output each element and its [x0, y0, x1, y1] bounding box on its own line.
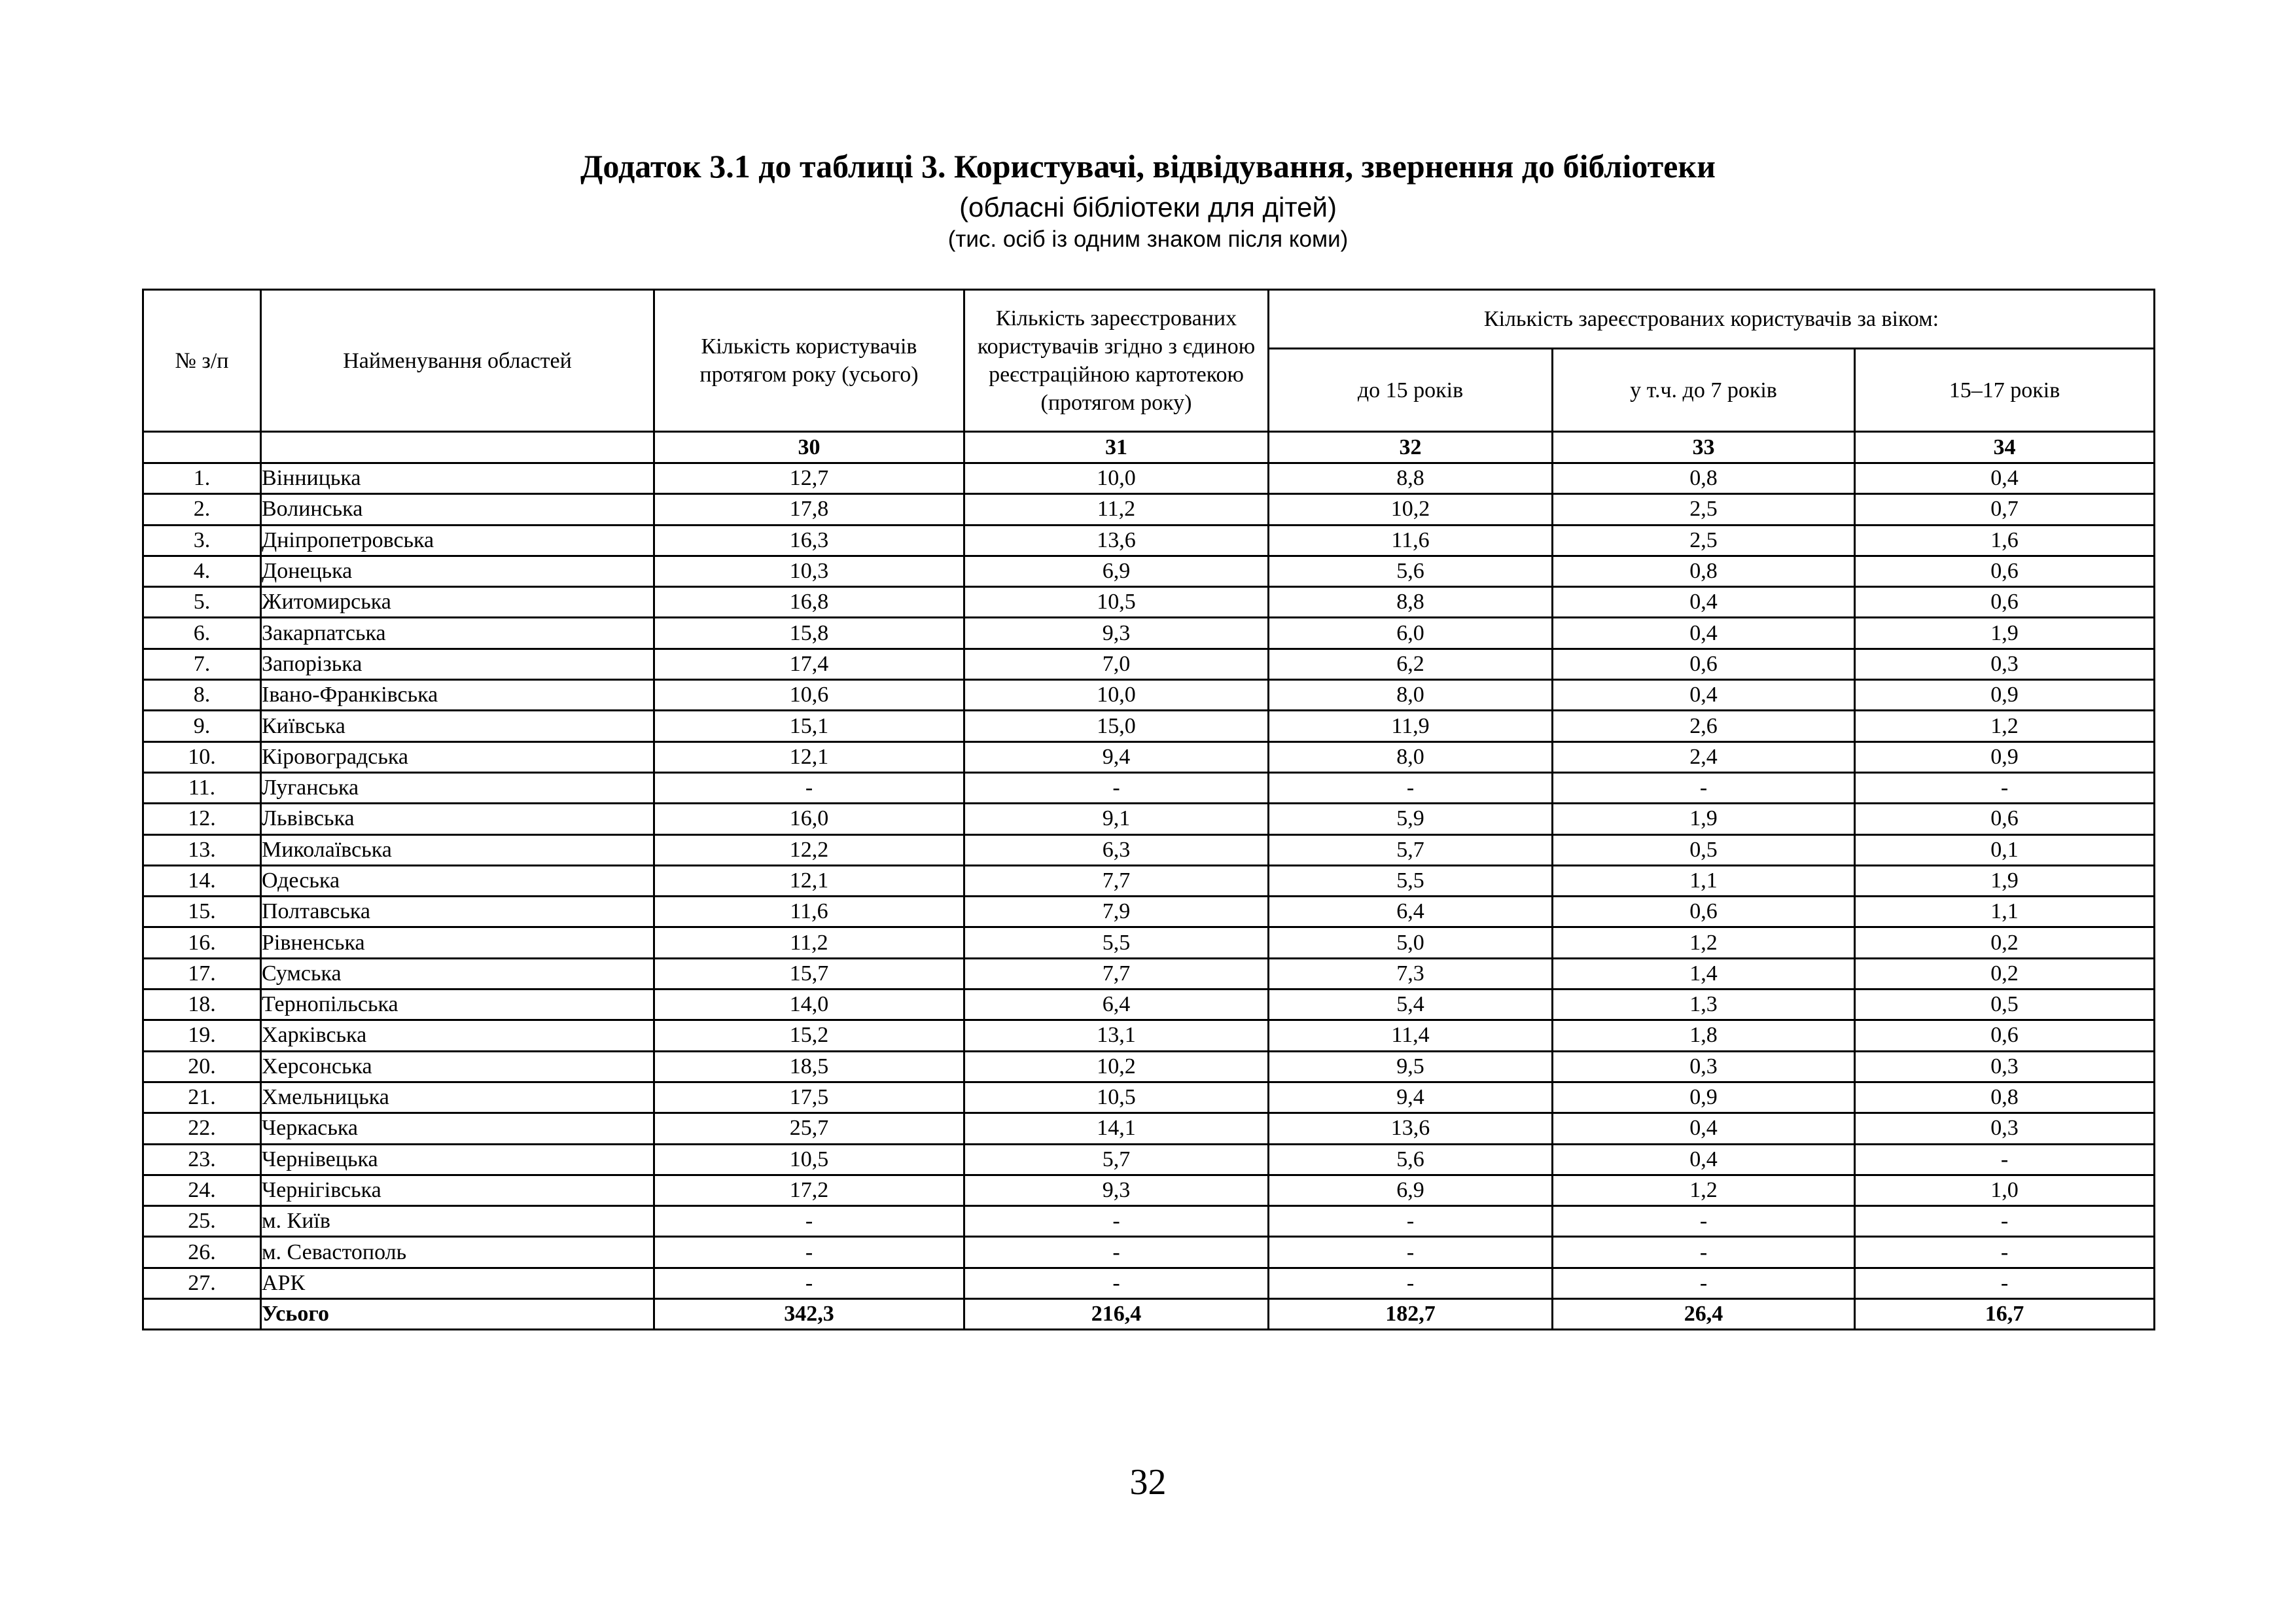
users-total-cell: -: [654, 1268, 964, 1298]
registered-cell: 10,5: [964, 1082, 1269, 1113]
column-number: 34: [1855, 432, 2155, 463]
age-15-17-cell: -: [1855, 772, 2155, 803]
row-number: 14.: [143, 865, 261, 896]
users-total-cell: 25,7: [654, 1113, 964, 1144]
column-number-blank: [143, 432, 261, 463]
table-row: [143, 494, 2155, 525]
registered-cell: 5,5: [964, 927, 1269, 958]
users-total-cell: 12,7: [654, 463, 964, 494]
row-number: 16.: [143, 927, 261, 958]
registered-cell: 7,7: [964, 865, 1269, 896]
age-15-17-cell: -: [1855, 1237, 2155, 1268]
under-15-cell: 11,6: [1269, 525, 1553, 556]
under-7-cell: 0,5: [1553, 834, 1855, 865]
table-row: [143, 1175, 2155, 1205]
under-7-cell: -: [1553, 1268, 1855, 1298]
table-row: [143, 1206, 2155, 1237]
row-number: 20.: [143, 1051, 261, 1082]
registered-cell: 15,0: [964, 711, 1269, 741]
under-7-cell: 2,5: [1553, 494, 1855, 525]
under-7-cell: 1,3: [1553, 990, 1855, 1020]
registered-cell: 5,7: [964, 1144, 1269, 1175]
row-number: 27.: [143, 1268, 261, 1298]
age-15-17-cell: 0,6: [1855, 804, 2155, 834]
age-15-17-cell: 0,6: [1855, 556, 2155, 586]
users-total-cell: 10,5: [654, 1144, 964, 1175]
under-7-cell: 1,1: [1553, 865, 1855, 896]
users-total-cell: 18,5: [654, 1051, 964, 1082]
age-15-17-cell: 0,9: [1855, 680, 2155, 711]
row-number: 19.: [143, 1020, 261, 1051]
table-row: [143, 618, 2155, 649]
table-row: [143, 1082, 2155, 1113]
registered-cell: -: [964, 1268, 1269, 1298]
region-name: Запорізька: [261, 649, 654, 679]
row-number: 1.: [143, 463, 261, 494]
region-name: Херсонська: [261, 1051, 654, 1082]
age-15-17-cell: 0,4: [1855, 463, 2155, 494]
age-15-17-cell: 0,3: [1855, 1051, 2155, 1082]
under-15-cell: 11,9: [1269, 711, 1553, 741]
age-15-17-cell: 16,7: [1855, 1299, 2155, 1330]
under-15-cell: 5,5: [1269, 865, 1553, 896]
region-name: Закарпатська: [261, 618, 654, 649]
table-row: [143, 958, 2155, 989]
table-row: [143, 865, 2155, 896]
age-15-17-cell: 1,1: [1855, 897, 2155, 927]
row-number: 21.: [143, 1082, 261, 1113]
region-name: Житомирська: [261, 587, 654, 618]
registered-cell: 6,4: [964, 990, 1269, 1020]
users-total-cell: -: [654, 1237, 964, 1268]
age-15-17-cell: 0,9: [1855, 741, 2155, 772]
region-name: Івано-Франківська: [261, 680, 654, 711]
under-15-cell: 5,7: [1269, 834, 1553, 865]
region-name: Кіровоградська: [261, 741, 654, 772]
table-row: [143, 649, 2155, 679]
registered-cell: 7,0: [964, 649, 1269, 679]
under-15-cell: 10,2: [1269, 494, 1553, 525]
under-7-cell: 0,4: [1553, 1113, 1855, 1144]
column-number: 33: [1553, 432, 1855, 463]
users-total-cell: 14,0: [654, 990, 964, 1020]
table-row: [143, 525, 2155, 556]
registered-cell: 14,1: [964, 1113, 1269, 1144]
table-header: [143, 290, 2155, 463]
header-num: № з/п: [143, 290, 261, 432]
users-total-cell: 17,8: [654, 494, 964, 525]
users-total-cell: 16,0: [654, 804, 964, 834]
under-15-cell: -: [1269, 1237, 1553, 1268]
document-subtitle: (обласні бібліотеки для дітей): [959, 192, 1337, 223]
under-15-cell: 6,9: [1269, 1175, 1553, 1205]
header-users-total: Кількість користувачів протягом року (усього): [654, 290, 964, 432]
under-7-cell: -: [1553, 1206, 1855, 1237]
age-15-17-cell: -: [1855, 1144, 2155, 1175]
region-name: Київська: [261, 711, 654, 741]
users-total-cell: 15,8: [654, 618, 964, 649]
table-row: [143, 463, 2155, 494]
age-15-17-cell: 0,8: [1855, 1082, 2155, 1113]
row-number: 23.: [143, 1144, 261, 1175]
under-7-cell: -: [1553, 772, 1855, 803]
region-name: Вінницька: [261, 463, 654, 494]
under-7-cell: 0,6: [1553, 897, 1855, 927]
header-registered: Кількість зареєстрованих користувачів згідно з єдиною реєстраційною картотекою (протягом року): [964, 290, 1269, 432]
under-15-cell: -: [1269, 1268, 1553, 1298]
under-15-cell: 6,0: [1269, 618, 1553, 649]
registered-cell: 13,6: [964, 525, 1269, 556]
region-name: м. Київ: [261, 1206, 654, 1237]
document-title: Додаток 3.1 до таблиці 3. Користувачі, відвідування, звернення до бібліотеки: [580, 148, 1716, 185]
registered-cell: 6,3: [964, 834, 1269, 865]
row-number: 26.: [143, 1237, 261, 1268]
under-7-cell: 0,3: [1553, 1051, 1855, 1082]
table-row: [143, 711, 2155, 741]
region-name: Харківська: [261, 1020, 654, 1051]
table-row: [143, 1113, 2155, 1144]
under-15-cell: -: [1269, 772, 1553, 803]
under-15-cell: 5,9: [1269, 804, 1553, 834]
row-number: 3.: [143, 525, 261, 556]
age-15-17-cell: -: [1855, 1268, 2155, 1298]
row-number: 2.: [143, 494, 261, 525]
under-15-cell: 6,2: [1269, 649, 1553, 679]
under-7-cell: 26,4: [1553, 1299, 1855, 1330]
region-name: Рівненська: [261, 927, 654, 958]
row-number: 10.: [143, 741, 261, 772]
table-row: [143, 1020, 2155, 1051]
row-number: 12.: [143, 804, 261, 834]
row-number: 6.: [143, 618, 261, 649]
under-15-cell: 13,6: [1269, 1113, 1553, 1144]
row-number: 18.: [143, 990, 261, 1020]
region-name: Усього: [261, 1299, 654, 1330]
registered-cell: 7,9: [964, 897, 1269, 927]
under-7-cell: 0,4: [1553, 587, 1855, 618]
under-7-cell: 1,8: [1553, 1020, 1855, 1051]
users-total-cell: 15,1: [654, 711, 964, 741]
under-7-cell: 1,2: [1553, 927, 1855, 958]
header-under-7: у т.ч. до 7 років: [1553, 349, 1855, 432]
table-row: [143, 772, 2155, 803]
under-7-cell: 2,5: [1553, 525, 1855, 556]
registered-cell: 10,5: [964, 587, 1269, 618]
under-7-cell: -: [1553, 1237, 1855, 1268]
users-total-cell: 16,8: [654, 587, 964, 618]
region-name: Тернопільська: [261, 990, 654, 1020]
table-body: [143, 463, 2155, 1330]
under-15-cell: 9,4: [1269, 1082, 1553, 1113]
total-row: [143, 1299, 2155, 1330]
column-number: 32: [1269, 432, 1553, 463]
row-number: 8.: [143, 680, 261, 711]
region-name: Черкаська: [261, 1113, 654, 1144]
users-total-cell: 10,6: [654, 680, 964, 711]
table-row: [143, 587, 2155, 618]
registered-cell: 7,7: [964, 958, 1269, 989]
registered-cell: 10,2: [964, 1051, 1269, 1082]
age-15-17-cell: 1,0: [1855, 1175, 2155, 1205]
under-15-cell: 8,0: [1269, 741, 1553, 772]
registered-cell: 9,3: [964, 1175, 1269, 1205]
row-number: 22.: [143, 1113, 261, 1144]
age-15-17-cell: 1,9: [1855, 865, 2155, 896]
row-number: 24.: [143, 1175, 261, 1205]
row-number: 25.: [143, 1206, 261, 1237]
table-row: [143, 680, 2155, 711]
age-15-17-cell: 0,6: [1855, 587, 2155, 618]
under-15-cell: 7,3: [1269, 958, 1553, 989]
table-row: [143, 1051, 2155, 1082]
page-number: 32: [1129, 1462, 1167, 1503]
registered-cell: 9,1: [964, 804, 1269, 834]
column-number-blank: [261, 432, 654, 463]
registered-cell: 216,4: [964, 1299, 1269, 1330]
users-total-cell: 10,3: [654, 556, 964, 586]
region-name: Миколаївська: [261, 834, 654, 865]
region-name: Луганська: [261, 772, 654, 803]
under-7-cell: 1,2: [1553, 1175, 1855, 1205]
users-total-cell: 15,2: [654, 1020, 964, 1051]
users-total-cell: 15,7: [654, 958, 964, 989]
registered-cell: 6,9: [964, 556, 1269, 586]
registered-cell: 9,4: [964, 741, 1269, 772]
age-15-17-cell: 0,2: [1855, 927, 2155, 958]
registered-cell: 10,0: [964, 463, 1269, 494]
row-number: 9.: [143, 711, 261, 741]
users-table: [142, 289, 2155, 1330]
under-15-cell: 8,8: [1269, 463, 1553, 494]
table-row: [143, 927, 2155, 958]
registered-cell: -: [964, 772, 1269, 803]
region-name: Волинська: [261, 494, 654, 525]
age-15-17-cell: 0,3: [1855, 1113, 2155, 1144]
under-15-cell: 5,4: [1269, 990, 1553, 1020]
age-15-17-cell: 0,7: [1855, 494, 2155, 525]
under-7-cell: 2,4: [1553, 741, 1855, 772]
under-15-cell: 8,0: [1269, 680, 1553, 711]
under-7-cell: 2,6: [1553, 711, 1855, 741]
under-7-cell: 0,4: [1553, 680, 1855, 711]
under-7-cell: 0,8: [1553, 556, 1855, 586]
users-total-cell: 12,1: [654, 741, 964, 772]
table-row: [143, 1268, 2155, 1298]
under-15-cell: -: [1269, 1206, 1553, 1237]
header-under-15: до 15 років: [1269, 349, 1553, 432]
row-number: 15.: [143, 897, 261, 927]
users-total-cell: 17,2: [654, 1175, 964, 1205]
under-7-cell: 0,9: [1553, 1082, 1855, 1113]
table-row: [143, 1144, 2155, 1175]
row-number: 11.: [143, 772, 261, 803]
region-name: Хмельницька: [261, 1082, 654, 1113]
column-number: 30: [654, 432, 964, 463]
under-15-cell: 5,0: [1269, 927, 1553, 958]
under-15-cell: 5,6: [1269, 1144, 1553, 1175]
users-total-cell: 11,6: [654, 897, 964, 927]
region-name: Донецька: [261, 556, 654, 586]
column-number: 31: [964, 432, 1269, 463]
age-15-17-cell: 0,1: [1855, 834, 2155, 865]
under-15-cell: 8,8: [1269, 587, 1553, 618]
age-15-17-cell: 0,3: [1855, 649, 2155, 679]
region-name: Чернівецька: [261, 1144, 654, 1175]
users-total-cell: 12,1: [654, 865, 964, 896]
header-name: Найменування областей: [261, 290, 654, 432]
under-15-cell: 182,7: [1269, 1299, 1553, 1330]
region-name: АРК: [261, 1268, 654, 1298]
registered-cell: -: [964, 1237, 1269, 1268]
registered-cell: 10,0: [964, 680, 1269, 711]
under-15-cell: 9,5: [1269, 1051, 1553, 1082]
region-name: Сумська: [261, 958, 654, 989]
under-7-cell: 1,9: [1553, 804, 1855, 834]
age-15-17-cell: 0,6: [1855, 1020, 2155, 1051]
users-total-cell: 11,2: [654, 927, 964, 958]
registered-cell: 9,3: [964, 618, 1269, 649]
age-15-17-cell: 1,2: [1855, 711, 2155, 741]
region-name: Дніпропетровська: [261, 525, 654, 556]
users-total-cell: 17,5: [654, 1082, 964, 1113]
header-age-15-17: 15–17 років: [1855, 349, 2155, 432]
region-name: Одеська: [261, 865, 654, 896]
region-name: м. Севастополь: [261, 1237, 654, 1268]
header-by-age: Кількість зареєстрованих користувачів за віком:: [1269, 290, 2155, 349]
registered-cell: 13,1: [964, 1020, 1269, 1051]
region-name: Львівська: [261, 804, 654, 834]
row-number: 13.: [143, 834, 261, 865]
row-number: 17.: [143, 958, 261, 989]
table-row: [143, 990, 2155, 1020]
row-number: 4.: [143, 556, 261, 586]
age-15-17-cell: 0,5: [1855, 990, 2155, 1020]
region-name: Полтавська: [261, 897, 654, 927]
under-7-cell: 0,4: [1553, 1144, 1855, 1175]
table-row: [143, 556, 2155, 586]
age-15-17-cell: 0,2: [1855, 958, 2155, 989]
users-total-cell: -: [654, 1206, 964, 1237]
table-row: [143, 897, 2155, 927]
units-note: (тис. осіб із одним знаком після коми): [947, 226, 1349, 252]
under-7-cell: 0,4: [1553, 618, 1855, 649]
column-number-row: [143, 432, 2155, 463]
under-15-cell: 5,6: [1269, 556, 1553, 586]
users-total-cell: 16,3: [654, 525, 964, 556]
age-15-17-cell: 1,6: [1855, 525, 2155, 556]
users-total-cell: 17,4: [654, 649, 964, 679]
table-row: [143, 804, 2155, 834]
under-15-cell: 11,4: [1269, 1020, 1553, 1051]
table-row: [143, 741, 2155, 772]
registered-cell: 11,2: [964, 494, 1269, 525]
age-15-17-cell: -: [1855, 1206, 2155, 1237]
age-15-17-cell: 1,9: [1855, 618, 2155, 649]
row-number: 7.: [143, 649, 261, 679]
under-7-cell: 0,6: [1553, 649, 1855, 679]
under-7-cell: 0,8: [1553, 463, 1855, 494]
row-number: [143, 1299, 261, 1330]
users-total-cell: 342,3: [654, 1299, 964, 1330]
table-row: [143, 834, 2155, 865]
table-row: [143, 1237, 2155, 1268]
under-15-cell: 6,4: [1269, 897, 1553, 927]
row-number: 5.: [143, 587, 261, 618]
under-7-cell: 1,4: [1553, 958, 1855, 989]
users-total-cell: 12,2: [654, 834, 964, 865]
registered-cell: -: [964, 1206, 1269, 1237]
users-total-cell: -: [654, 772, 964, 803]
region-name: Чернігівська: [261, 1175, 654, 1205]
